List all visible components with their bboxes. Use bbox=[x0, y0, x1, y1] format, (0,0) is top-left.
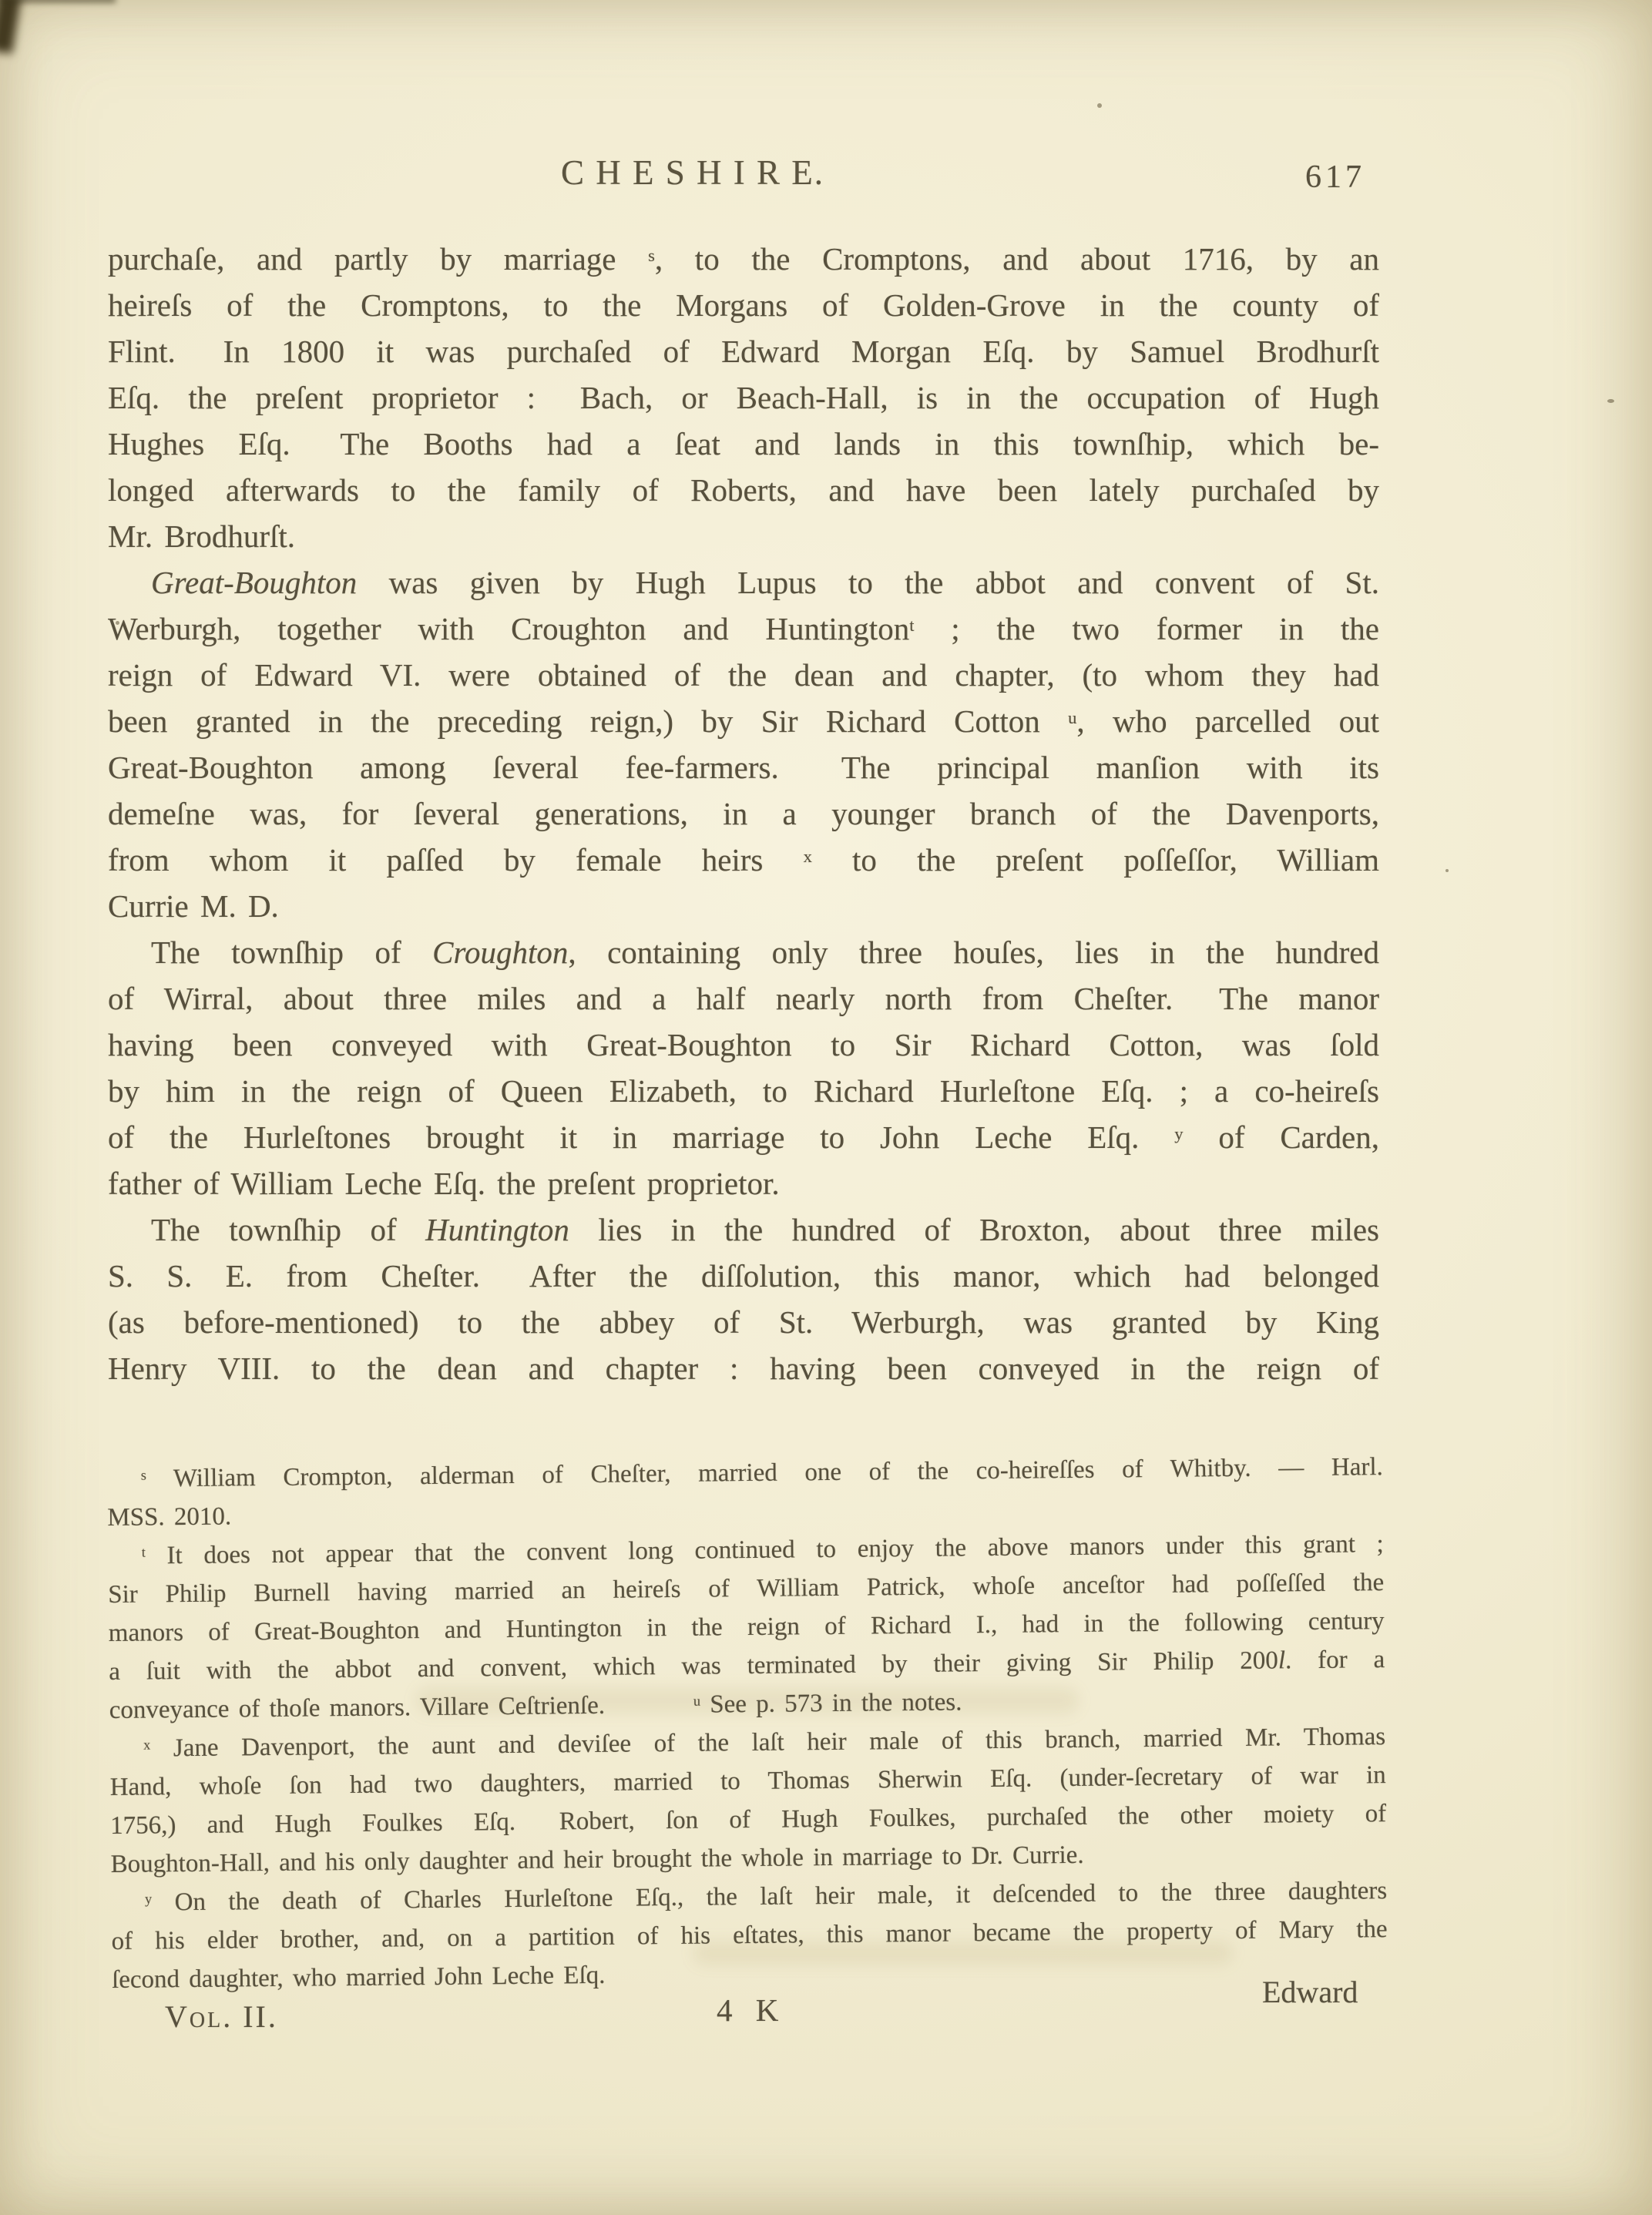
text-line: having been conveyed with Great-Boughton to Sir Richard Cotton, was ſold bbox=[108, 1027, 1379, 1062]
catchword: Edward bbox=[1262, 1975, 1358, 2009]
text-line: $^y$ On the death of Charles Hurleſtone Eſq., the laſt heir male, it deſcended to the three daughters bbox=[145, 1877, 1388, 1917]
text-line: from whom it paſſed by female heirs $^x$ to the preſent poſſeſſor, William bbox=[108, 842, 1379, 878]
paragraph bbox=[108, 236, 1379, 559]
scan-edge-shadow bbox=[0, 0, 116, 3]
text-line: of Wirral, about three miles and a half nearly north from Cheſter. The manor bbox=[108, 981, 1379, 1016]
text-line: father of William Leche Eſq. the preſent proprietor. bbox=[108, 1166, 780, 1201]
text-line: $^x$ Jane Davenport, the aunt and deviſee of the laſt heir male of this branch, married Mr. Thomas bbox=[143, 1723, 1386, 1763]
footnote bbox=[107, 1448, 1384, 1537]
text-line: Mr. Brodhurſt. bbox=[108, 519, 296, 554]
text-line: The townſhip of Huntington lies in the hundred of Broxton, about three miles bbox=[151, 1212, 1379, 1247]
ink-speck bbox=[1097, 103, 1102, 108]
footnote bbox=[108, 1525, 1385, 1730]
text-line: Boughton-Hall, and his only daughter and heir brought the whole in marriage to Dr. Currie. bbox=[110, 1841, 1084, 1878]
text-line: conveyance of thoſe manors. Villare Ceſtrienſe. $^u$ See p. 573 in the notes. bbox=[109, 1688, 962, 1725]
volume-label: Vol. II. bbox=[165, 1999, 278, 2034]
body-text bbox=[108, 236, 1379, 1391]
text-line: Currie M. D. bbox=[108, 888, 279, 924]
text-line: by him in the reign of Queen Elizabeth, to Richard Hurleſtone Eſq. ; a co-heireſs bbox=[108, 1073, 1379, 1109]
text-line: Henry VIII. to the dean and chapter : having been conveyed in the reign of bbox=[108, 1351, 1379, 1386]
text-line: $^t$ It does not appear that the convent long continued to enjoy the above manors under this grant ; bbox=[141, 1530, 1384, 1570]
text-line: reign of Edward VI. were obtained of the dean and chapter, (to whom they had bbox=[108, 657, 1379, 693]
text-line: Werburgh, together with Croughton and Huntington$^t$ ; the two former in the bbox=[108, 611, 1379, 646]
paragraph bbox=[108, 929, 1379, 1207]
text-line: longed afterwards to the family of Roberts, and have been lately purchaſed by bbox=[108, 472, 1379, 508]
text-line: MSS. 2010. bbox=[107, 1502, 232, 1532]
text-line: Hughes Eſq. The Booths had a ſeat and lands in this townſhip, which be- bbox=[108, 426, 1379, 461]
ink-speck bbox=[1446, 869, 1449, 872]
page-number: 617 bbox=[1305, 159, 1365, 195]
footnotes bbox=[107, 1448, 1388, 1999]
text-line: Great-Boughton was given by Hugh Lupus to the abbot and convent of St. bbox=[151, 565, 1379, 600]
text-line: The townſhip of Croughton, containing only three houſes, lies in the hundred bbox=[151, 935, 1379, 970]
footnote bbox=[109, 1717, 1387, 1884]
text-line: of his elder brother, and, on a partition of his eſtates, this manor became the property of Mary the bbox=[111, 1915, 1388, 1955]
text-line: manors of Great-Boughton and Huntington in the reign of Richard I., had in the following century bbox=[108, 1607, 1385, 1648]
text-line: heireſs of the Cromptons, to the Morgans of Golden-Grove in the county of bbox=[108, 287, 1379, 323]
running-title: C H E S H I R E. bbox=[561, 153, 825, 192]
footnote bbox=[111, 1871, 1388, 1999]
paragraph bbox=[108, 559, 1379, 929]
ink-speck bbox=[1607, 399, 1614, 403]
text-line: (as before-mentioned) to the abbey of St. Werburgh, was granted by King bbox=[108, 1304, 1379, 1340]
text-line: 1756,) and Hugh Foulkes Eſq. Robert, ſon of Hugh Foulkes, purchaſed the other moiety of bbox=[110, 1800, 1387, 1840]
text-line: purchaſe, and partly by marriage $^s$, to the Cromptons, and about 1716, by an bbox=[108, 241, 1379, 277]
text-line: ſecond daughter, who married John Leche Eſq. bbox=[111, 1961, 606, 1994]
text-line: been granted in the preceding reign,) by Sir Richard Cotton $^u$, who parcelled out bbox=[108, 703, 1379, 739]
text-line: a ſuit with the abbot and convent, which was terminated by their giving Sir Philip 200l. for a bbox=[109, 1646, 1385, 1686]
text-line: of the Hurleſtones brought it in marriage to John Leche Eſq. $^y$ of Carden, bbox=[108, 1119, 1379, 1155]
signature-mark: 4 K bbox=[717, 1992, 787, 2028]
text-line: demeſne was, for ſeveral generations, in a younger branch of the Davenports, bbox=[108, 796, 1379, 831]
paragraph bbox=[108, 1207, 1379, 1391]
scan-corner-shadow bbox=[0, 0, 22, 54]
text-line: Hand, whoſe ſon had two daughters, married to Thomas Sherwin Eſq. (under-ſecretary of war in bbox=[109, 1761, 1386, 1801]
text-line: $^s$ William Crompton, alderman of Cheſter, married one of the co-heireſſes of Whitby. — Harl. bbox=[140, 1453, 1383, 1493]
text-line: Sir Philip Burnell having married an heireſs of William Patrick, whoſe anceſtor had poſſeſſed the bbox=[108, 1569, 1385, 1609]
text-line: Eſq. the preſent proprietor : Bach, or Beach-Hall, is in the occupation of Hugh bbox=[108, 380, 1379, 415]
text-line: Great-Boughton among ſeveral fee-farmers. The principal manſion with its bbox=[108, 750, 1379, 785]
text-line: S. S. E. from Cheſter. After the diſſolution, this manor, which had belonged bbox=[108, 1258, 1379, 1294]
text-line: Flint. In 1800 it was purchaſed of Edward Morgan Eſq. by Samuel Brodhurſt bbox=[108, 334, 1379, 369]
